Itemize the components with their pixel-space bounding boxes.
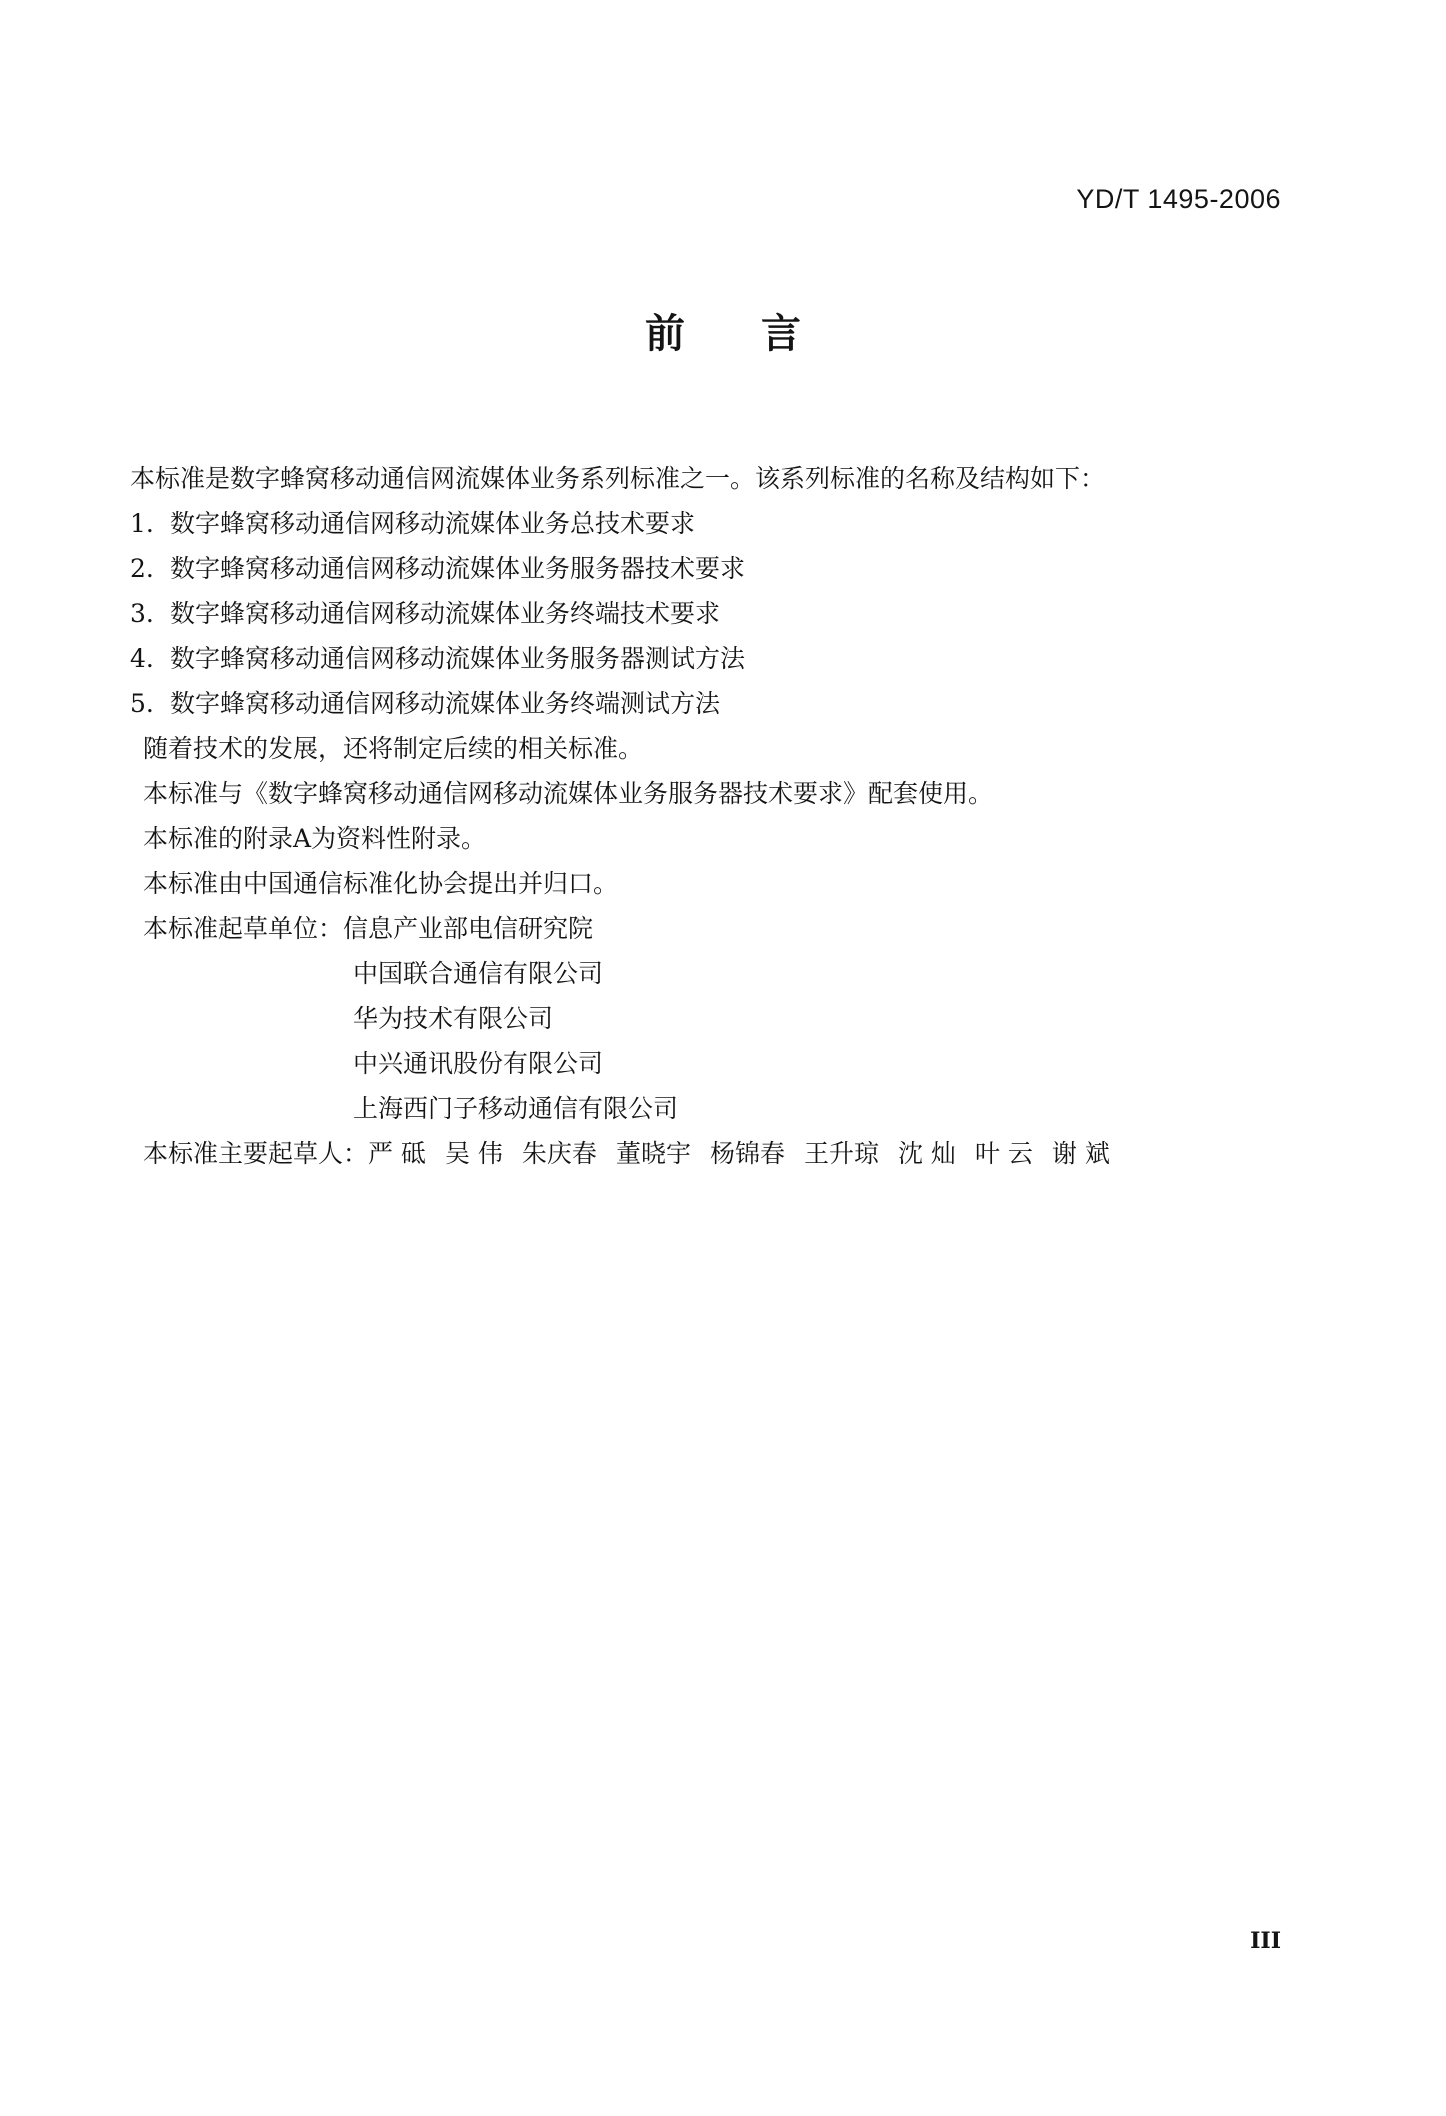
drafters-label: 本标准主要起草人：: [143, 1139, 369, 1168]
list-item: [130, 636, 1310, 681]
intro-paragraph: 本标准是数字蜂窝移动通信网流媒体业务系列标准之一。该系列标准的名称及结构如下：: [130, 464, 1106, 493]
list-text: 数字蜂窝移动通信网移动流媒体业务服务器测试方法: [170, 644, 746, 673]
list-text: 数字蜂窝移动通信网移动流媒体业务服务器技术要求: [170, 554, 746, 583]
list-text: 数字蜂窝移动通信网移动流媒体业务总技术要求: [170, 509, 696, 538]
drafter-name: 谢 斌: [1051, 1139, 1110, 1168]
page-title: 前言: [645, 311, 877, 357]
drafter-name: 吴 伟: [444, 1139, 503, 1168]
drafting-unit: 信息产业部电信研究院: [343, 914, 594, 943]
drafting-units: [130, 906, 1310, 951]
drafters: [130, 1131, 1310, 1176]
list-number: 3.: [130, 599, 154, 628]
drafting-unit: 中兴通讯股份有限公司: [353, 1049, 604, 1078]
page-number: III: [1250, 1928, 1281, 1954]
drafting-units-label: 本标准起草单位：: [143, 914, 344, 943]
paragraph: 随着技术的发展，还将制定后续的相关标准。: [143, 734, 644, 763]
paragraph: 本标准与《数字蜂窝移动通信网移动流媒体业务服务器技术要求》配套使用。: [143, 779, 994, 808]
foreword-body: [130, 456, 1310, 1176]
list-text: 数字蜂窝移动通信网移动流媒体业务终端测试方法: [170, 689, 721, 718]
list-item: [130, 546, 1310, 591]
drafter-name: 董晓宇: [615, 1139, 691, 1168]
paragraph: 本标准由中国通信标准化协会提出并归口。: [143, 869, 619, 898]
list-item: [130, 681, 1310, 726]
drafter-name: 严 砥: [368, 1139, 426, 1168]
drafter-name: 朱庆春: [521, 1139, 597, 1168]
list-number: 4.: [130, 644, 154, 673]
list-number: 5.: [130, 689, 154, 718]
list-item: [130, 591, 1310, 636]
drafting-unit: 上海西门子移动通信有限公司: [353, 1094, 679, 1123]
list-text: 数字蜂窝移动通信网移动流媒体业务终端技术要求: [170, 599, 721, 628]
drafter-name: 沈 灿: [897, 1139, 956, 1168]
drafting-unit: 中国联合通信有限公司: [353, 959, 604, 988]
list-number: 2.: [130, 554, 154, 583]
drafter-name: 杨锦春: [709, 1139, 785, 1168]
drafting-unit: 华为技术有限公司: [353, 1004, 554, 1033]
drafter-name: 王升琼: [803, 1139, 879, 1168]
list-item: [130, 501, 1310, 546]
list-number: 1.: [130, 509, 154, 538]
drafter-name: 叶 云: [974, 1139, 1033, 1168]
standard-code: YD/T 1495-2006: [1076, 184, 1281, 214]
paragraph: 本标准的附录A为资料性附录。: [143, 824, 487, 853]
